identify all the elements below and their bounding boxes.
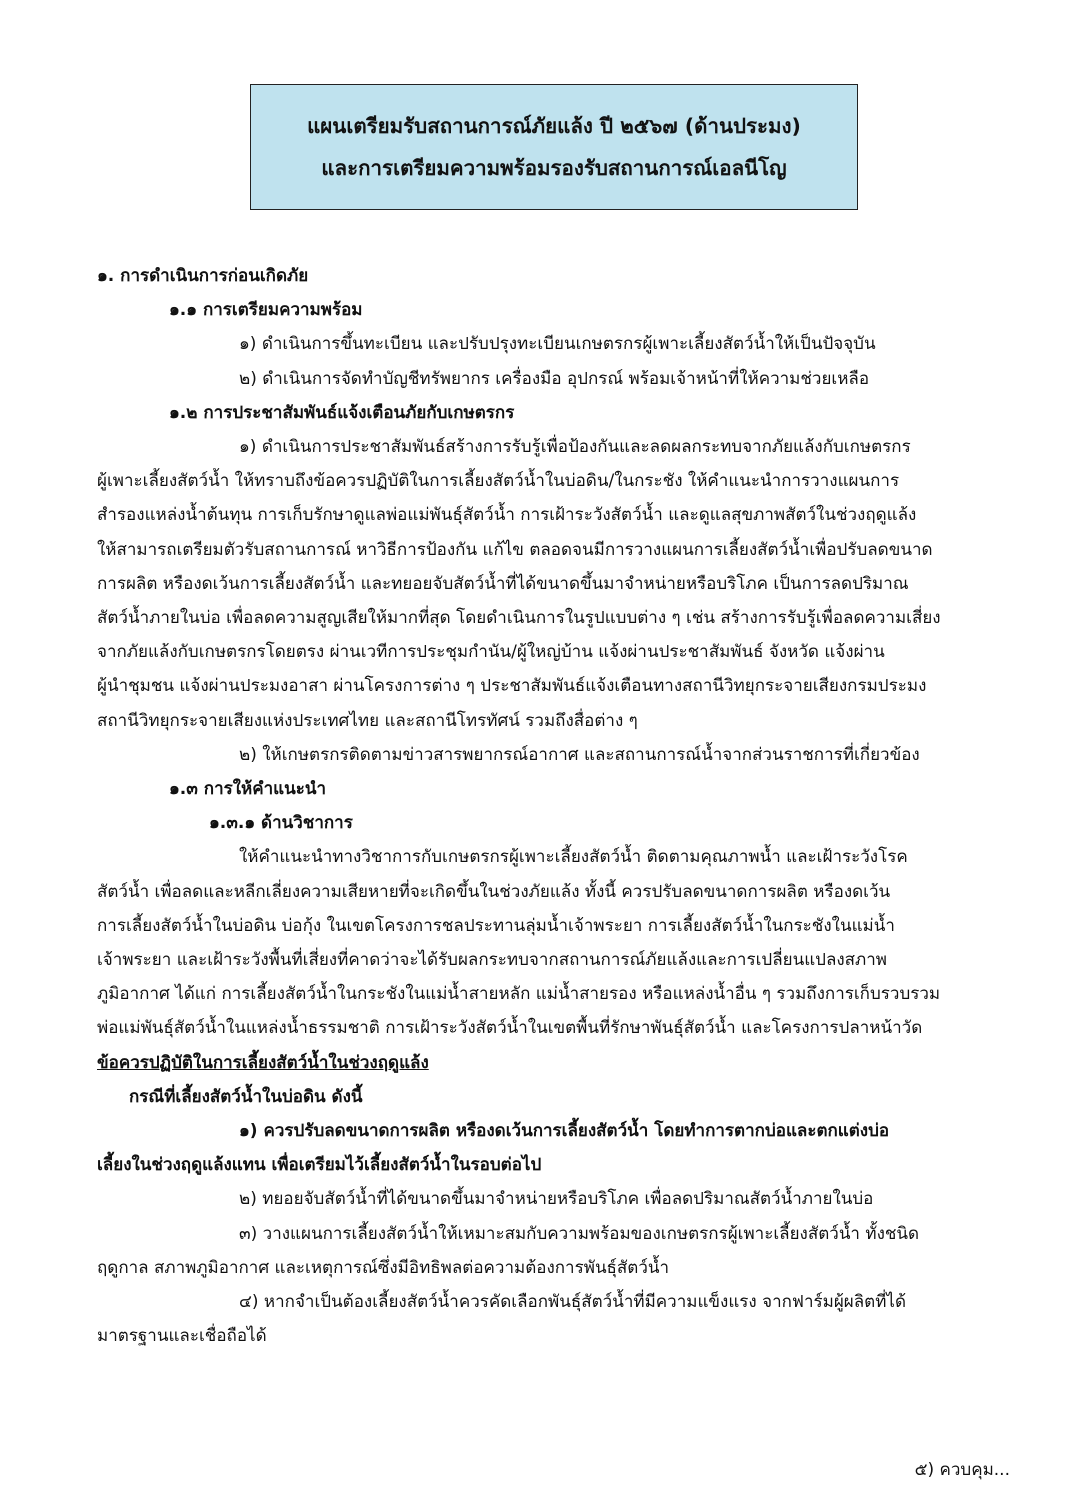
title-line-2: และการเตรียมความพร้อมรองรับสถานการณ์เอลนีโญ [321, 156, 787, 180]
paragraph-line: ฤดูกาล สภาพภูมิอากาศ และเหตุการณ์ซึ่งมีอิทธิพลต่อความต้องการพันธุ์สัตว์น้ำ [97, 1257, 670, 1278]
section-1-3-1-paragraph [97, 840, 1012, 1045]
paragraph-line: ให้สามารถเตรียมตัวรับสถานการณ์ หาวิธีการป้องกัน แก้ไข ตลอดจนมีการวางแผนการเลี้ยงสัตว์น้ำเพื่อปรับลดขนาด [97, 539, 933, 560]
guideline-item-2: ๒) ทยอยจับสัตว์น้ำที่ได้ขนาดขึ้นมาจำหน่ายหรือบริโภค เพื่อลดปริมาณสัตว์น้ำภายในบ่อ [239, 1189, 874, 1210]
guideline-item-3 [97, 1217, 1012, 1285]
section-1-1-item-2: ๒) ดำเนินการจัดทำบัญชีทรัพยากร เครื่องมือ อุปกรณ์ พร้อมเจ้าหน้าที่ให้ความช่วยเหลือ [239, 368, 870, 389]
paragraph-line: จากภัยแล้งกับเกษตรกรโดยตรง ผ่านเวทีการประชุมกำนัน/ผู้ใหญ่บ้าน แจ้งผ่านประชาสัมพันธ์ จังหวัด แจ้งผ่าน [97, 642, 885, 663]
paragraph-line: ๓) วางแผนการเลี้ยงสัตว์น้ำให้เหมาะสมกับความพร้อมของเกษตรกรผู้เพาะเลี้ยงสัตว์น้ำ ทั้งชนิด [239, 1223, 920, 1244]
continuation-note: ๕) ควบคุม... [914, 1460, 1010, 1480]
guideline-item-1 [97, 1114, 1012, 1182]
paragraph-line: สำรองแหล่งน้ำต้นทุน การเก็บรักษาดูแลพ่อแม่พันธุ์สัตว์น้ำ การเฝ้าระวังสัตว์น้ำ และดูแลสุขภาพสัตว์ในช่วงฤดูแล้ง [97, 505, 917, 526]
paragraph-line: ๔) หากจำเป็นต้องเลี้ยงสัตว์น้ำควรคัดเลือกพันธุ์สัตว์น้ำที่มีความแข็งแรง จากฟาร์มผู้ผลิตที่ได้ [239, 1292, 907, 1313]
paragraph-line: การเลี้ยงสัตว์น้ำในบ่อดิน บ่อกุ้ง ในเขตโครงการชลประทานลุ่มน้ำเจ้าพระยา การเลี้ยงสัตว์น้ำในกระชังในแม่น้ำ [97, 915, 895, 936]
paragraph-line: มาตรฐานและเชื่อถือได้ [97, 1326, 267, 1347]
section-1-1-heading: ๑.๑ การเตรียมความพร้อม [169, 300, 363, 321]
guideline-item-4 [97, 1285, 1012, 1353]
paragraph-line: เจ้าพระยา และเฝ้าระวังพื้นที่เสี่ยงที่คาดว่าจะได้รับผลกระทบจากสถานการณ์ภัยแล้งและการเปลี่ยนแปลงสภาพ [97, 950, 887, 971]
section-1-2-heading: ๑.๒ การประชาสัมพันธ์แจ้งเตือนภัยกับเกษตรกร [169, 402, 515, 423]
title-box [250, 84, 858, 210]
section-1-2-paragraph-1 [97, 430, 1012, 738]
title-line-1: แผนเตรียมรับสถานการณ์ภัยแล้ง ปี ๒๕๖๗ (ด้านประมง) [307, 114, 801, 138]
section-1-heading: ๑. การดำเนินการก่อนเกิดภัย [97, 266, 309, 286]
section-1-2-item-2: ๒) ให้เกษตรกรติดตามข่าวสารพยากรณ์อากาศ และสถานการณ์น้ำจากส่วนราชการที่เกี่ยวข้อง [239, 744, 920, 765]
paragraph-line: สัตว์น้ำภายในบ่อ เพื่อลดความสูญเสียให้มากที่สุด โดยดำเนินการในรูปแบบต่าง ๆ เช่น สร้างการรับรู้เพื่อลดความเสี่ยง [97, 608, 941, 629]
pond-case-heading: กรณีที่เลี้ยงสัตว์น้ำในบ่อดิน ดังนี้ [129, 1086, 363, 1107]
paragraph-line: ผู้เพาะเลี้ยงสัตว์น้ำ ให้ทราบถึงข้อควรปฏิบัติในการเลี้ยงสัตว์น้ำในบ่อดิน/ในกระชัง ให้คำแนะนำการวางแผนการ [97, 471, 900, 492]
paragraph-line: ๑) ควรปรับลดขนาดการผลิต หรืองดเว้นการเลี้ยงสัตว์น้ำ โดยทำการตากบ่อและตกแต่งบ่อ [239, 1121, 890, 1142]
paragraph-line: ให้คำแนะนำทางวิชาการกับเกษตรกรผู้เพาะเลี้ยงสัตว์น้ำ ติดตามคุณภาพน้ำ และเฝ้าระวังโรค [239, 847, 908, 868]
document-body [97, 259, 1012, 1354]
paragraph-line: พ่อแม่พันธุ์สัตว์น้ำในแหล่งน้ำธรรมชาติ การเฝ้าระวังสัตว์น้ำในเขตพื้นที่รักษาพันธุ์สัตว์น้ำ และโครงการปลาหน้าวัด [97, 1018, 923, 1039]
section-1-3-1-heading: ๑.๓.๑ ด้านวิชาการ [209, 813, 353, 834]
paragraph-line: สถานีวิทยุกระจายเสียงแห่งประเทศไทย และสถานีโทรทัศน์ รวมถึงสื่อต่าง ๆ [97, 710, 638, 731]
paragraph-line: การผลิต หรืองดเว้นการเลี้ยงสัตว์น้ำ และทยอยจับสัตว์น้ำที่ได้ขนาดขึ้นมาจำหน่ายหรือบริโภค เป็นการลดปริมาณ [97, 573, 909, 594]
guidelines-heading: ข้อควรปฏิบัติในการเลี้ยงสัตว์น้ำในช่วงฤดูแล้ง [97, 1052, 429, 1073]
section-1-3-heading: ๑.๓ การให้คำแนะนำ [169, 779, 327, 800]
section-1-1-item-1: ๑) ดำเนินการขึ้นทะเบียน และปรับปรุงทะเบียนเกษตรกรผู้เพาะเลี้ยงสัตว์น้ำให้เป็นปัจจุบัน [239, 334, 876, 355]
paragraph-line: สัตว์น้ำ เพื่อลดและหลีกเลี่ยงความเสียหายที่จะเกิดขึ้นในช่วงภัยแล้ง ทั้งนี้ ควรปรับลดขนาดการผลิต หรืองดเว้น [97, 881, 891, 902]
paragraph-line: ผู้นำชุมชน แจ้งผ่านประมงอาสา ผ่านโครงการต่าง ๆ ประชาสัมพันธ์แจ้งเตือนทางสถานีวิทยุกระจายเสียงกรมประมง [97, 676, 927, 697]
paragraph-line: ๑) ดำเนินการประชาสัมพันธ์สร้างการรับรู้เพื่อป้องกันและลดผลกระทบจากภัยแล้งกับเกษตรกร [239, 437, 911, 458]
paragraph-line: เลี้ยงในช่วงฤดูแล้งแทน เพื่อเตรียมไว้เลี้ยงสัตว์น้ำในรอบต่อไป [97, 1155, 542, 1176]
paragraph-line: ภูมิอากาศ ได้แก่ การเลี้ยงสัตว์น้ำในกระชังในแม่น้ำสายหลัก แม่น้ำสายรอง หรือแหล่งน้ำอื่น ๆ รวมถึงการเก็บรวบรวม [97, 984, 941, 1005]
